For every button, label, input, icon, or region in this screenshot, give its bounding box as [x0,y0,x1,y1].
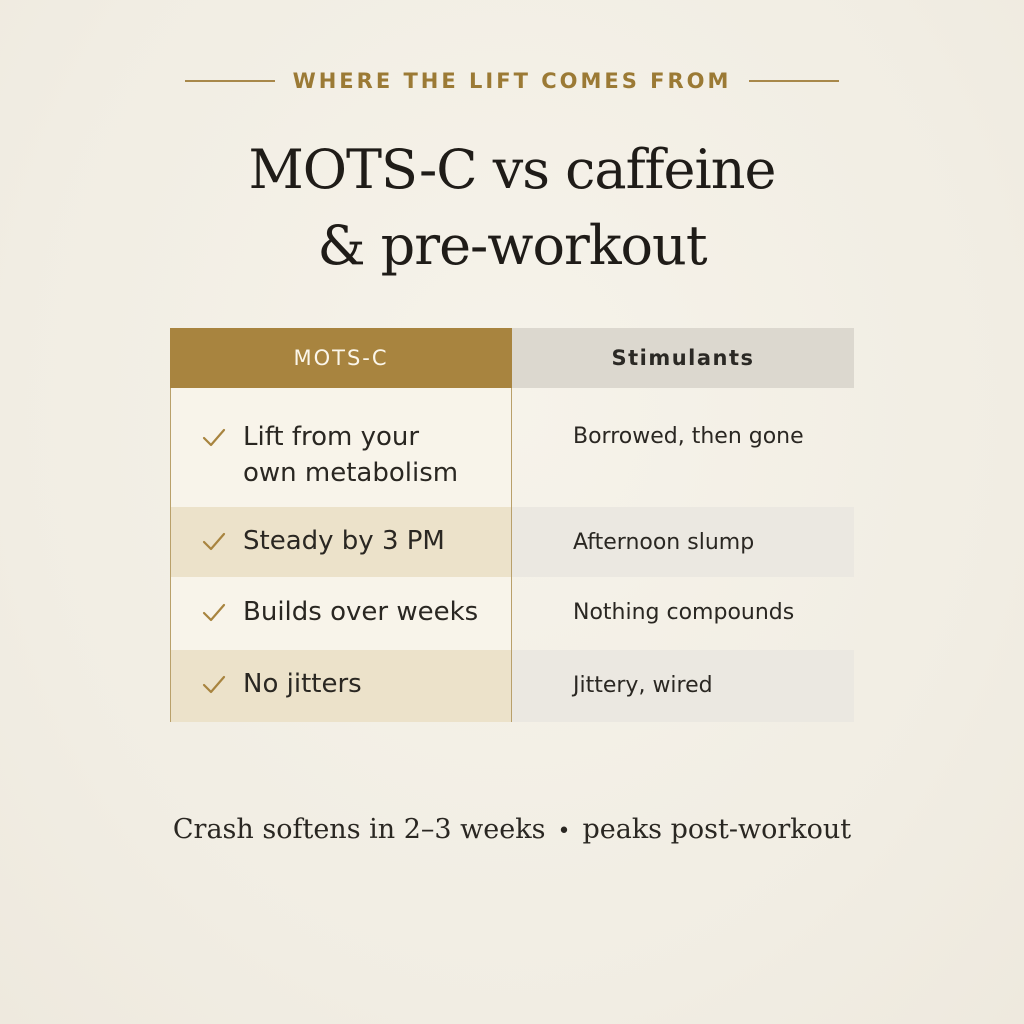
stimulants-label: Nothing compounds [573,600,795,625]
table-row [170,577,854,650]
mots-c-label: Steady by 3 PM [243,526,445,556]
checkmark-icon [201,425,227,451]
footer-part-1: Crash softens in 2–3 weeks [172,814,546,845]
mots-c-cell [171,650,511,722]
mots-c-cell [171,577,511,650]
footer-note [0,808,1024,854]
title-line-2: & pre-workout [317,214,707,277]
stimulants-label: Jittery, wired [573,673,713,698]
eyebrow-rule-left [185,80,275,82]
stimulants-cell [512,507,854,577]
stimulants-label: Borrowed, then gone [573,424,804,449]
footer-part-2: peaks post-workout [582,814,852,845]
page-title [0,132,1024,284]
checkmark-icon [201,600,227,626]
table-row [170,650,854,722]
mots-c-label: Lift from your [243,422,420,452]
eyebrow-text: WHERE THE LIFT COMES FROM [292,69,732,93]
eyebrow-rule-right [749,80,839,82]
stimulants-cell [512,577,854,650]
mots-c-label: No jitters [243,669,362,699]
stimulants-cell [512,650,854,722]
checkmark-icon [201,529,227,555]
footer-separator: • [557,819,571,844]
table-row [170,507,854,577]
checkmark-icon [201,672,227,698]
header-mots-c: MOTS-C [170,328,512,388]
table-row [170,388,854,507]
stimulants-label: Afternoon slump [573,530,755,555]
header-stimulants: Stimulants [512,328,854,388]
stimulants-cell [512,388,854,507]
mots-c-label: Builds over weeks [243,597,479,627]
eyebrow [0,62,1024,100]
title-line-1: MOTS-C vs caffeine [248,138,776,201]
mots-c-cell [171,388,511,507]
mots-c-label: own metabolism [243,458,459,488]
mots-c-cell [171,507,511,577]
